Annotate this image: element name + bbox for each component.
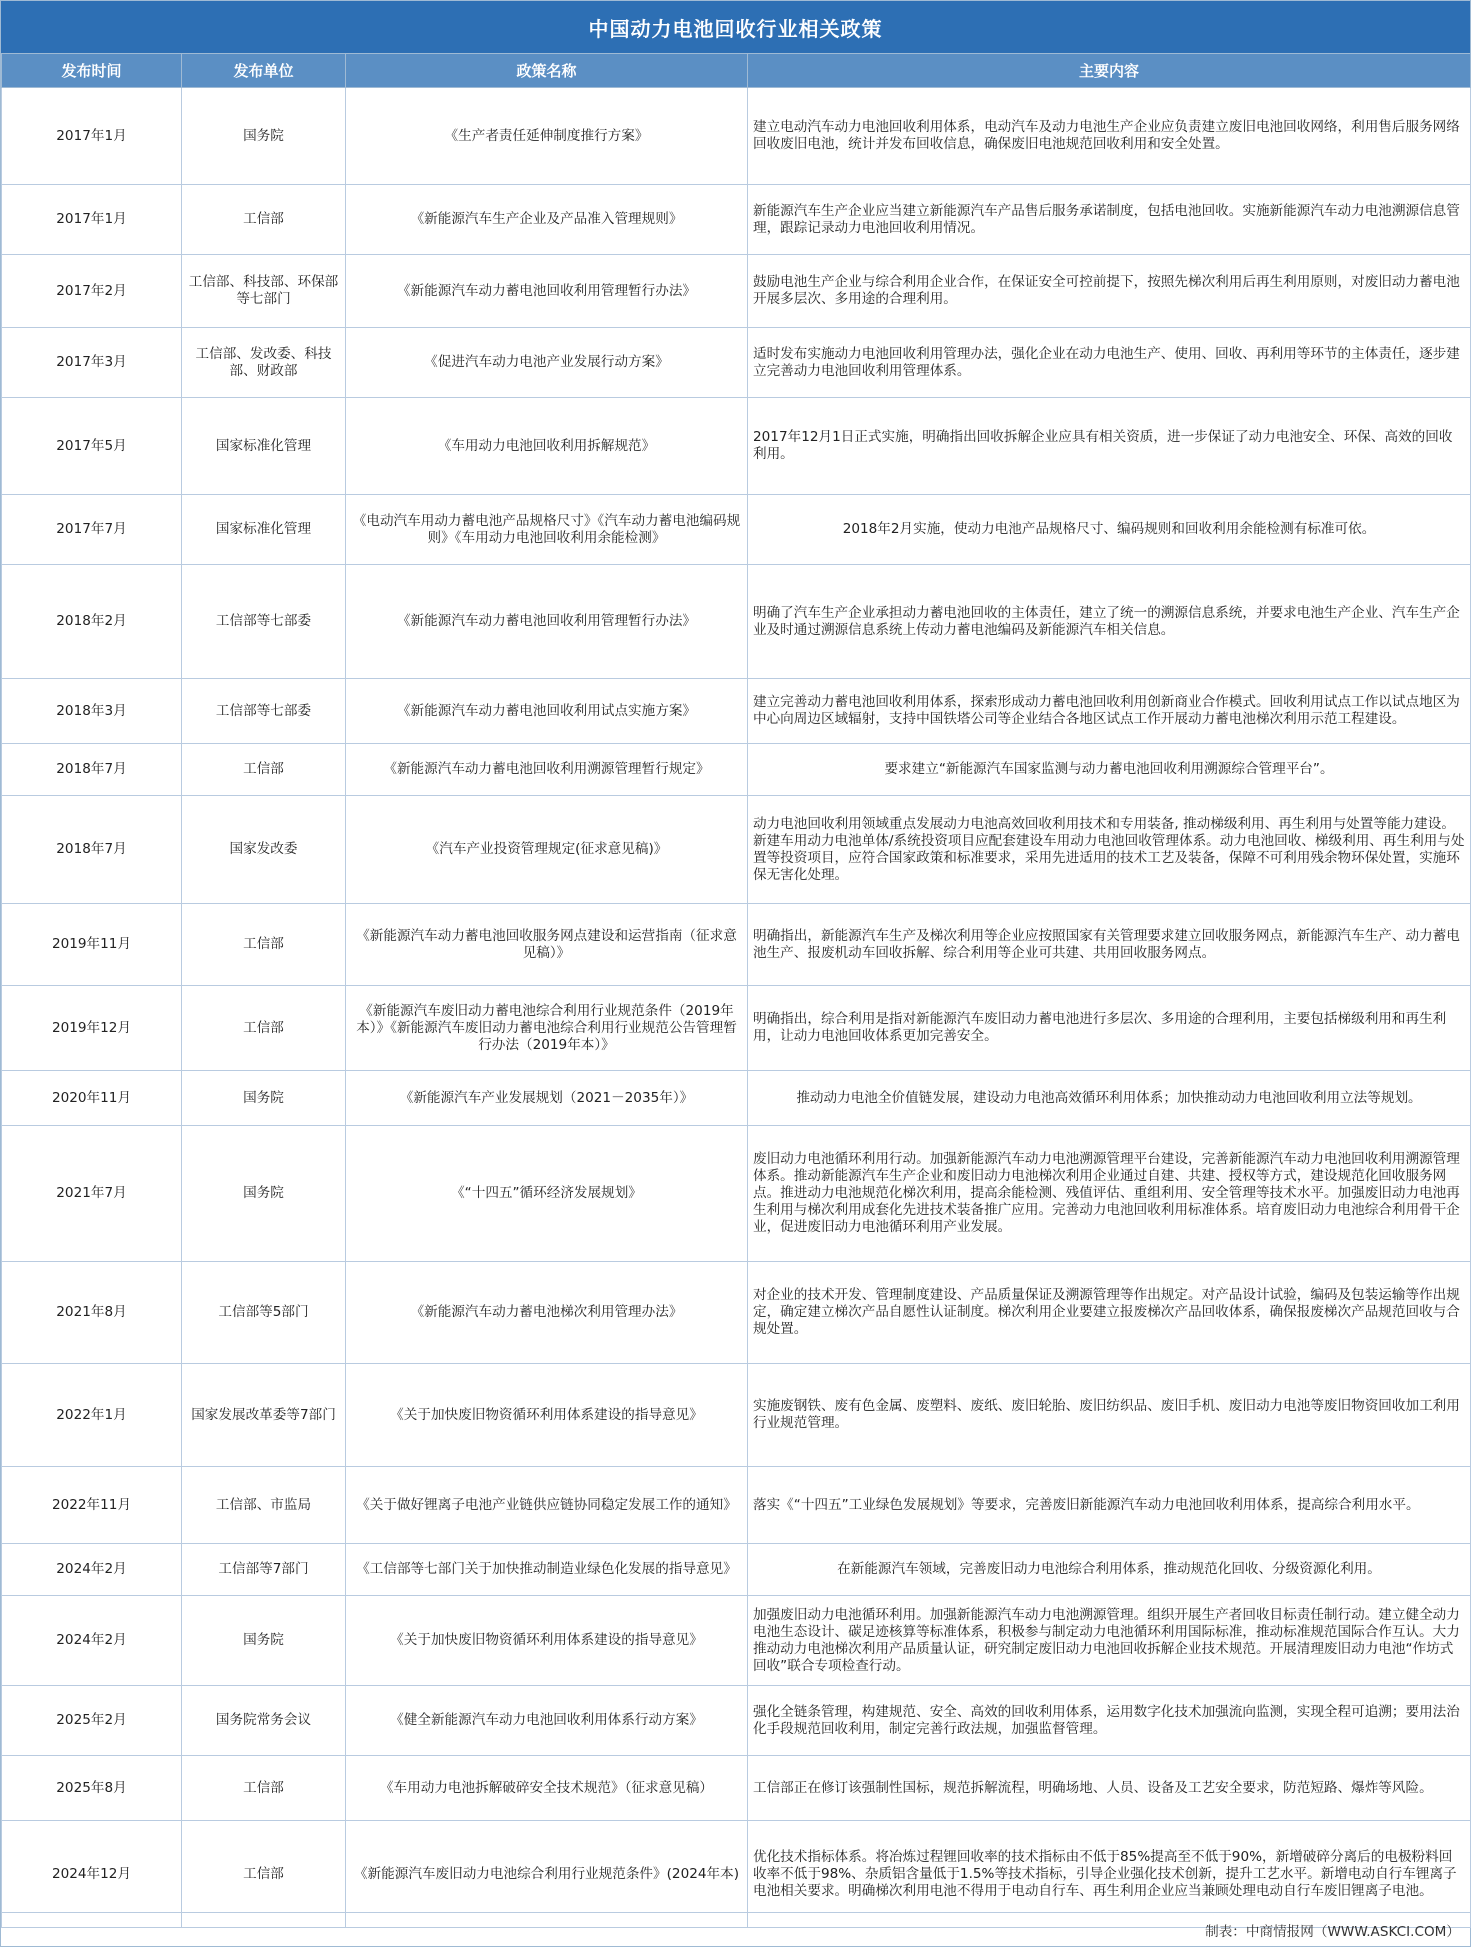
content-cell: 鼓励电池生产企业与综合利用企业合作，在保证安全可控前提下，按照先梯次利用后再生利用原则，对废旧动力蓄电池开展多层次、多用途的合理利用。 xyxy=(748,255,1471,328)
date-cell: 2021年7月 xyxy=(2,1126,182,1262)
policy-name-cell: 《新能源汽车动力蓄电池回收服务网点建设和运营指南（征求意见稿）》 xyxy=(346,904,748,986)
policy-name-cell: 《工信部等七部门关于加快推动制造业绿色化发展的指导意见》 xyxy=(346,1544,748,1596)
content-cell: 要求建立“新能源汽车国家监测与动力蓄电池回收利用溯源综合管理平台”。 xyxy=(748,744,1471,796)
date-cell: 2024年12月 xyxy=(2,1821,182,1928)
content-cell: 优化技术指标体系。将冶炼过程锂回收率的技术指标由不低于85%提高至不低于90%，新增破碎分离后的电极粉料回收率不低于98%、杂质铝含量低于1.5%等技术指标，引导企业强化技术创新，提升工艺水平。新增电动自行车锂离子电池相关要求。明确梯次利用电池不得用于电动自行车、再生利用企业应当兼顾处理电动自行车废旧锂离子电池。 xyxy=(748,1821,1471,1928)
content-cell: 建立电动汽车动力电池回收利用体系，电动汽车及动力电池生产企业应负责建立废旧电池回收网络，利用售后服务网络回收废旧电池，统计并发布回收信息，确保废旧电池规范回收利用和安全处置。 xyxy=(748,88,1471,185)
policy-name-cell: 《生产者责任延伸制度推行方案》 xyxy=(346,88,748,185)
issuer-cell: 国务院 xyxy=(182,1071,346,1126)
policy-name-cell: 《健全新能源汽车动力电池回收利用体系行动方案》 xyxy=(346,1686,748,1756)
content-cell: 新能源汽车生产企业应当建立新能源汽车产品售后服务承诺制度，包括电池回收。实施新能源汽车动力电池溯源信息管理，跟踪记录动力电池回收利用情况。 xyxy=(748,185,1471,255)
policy-name-cell: 《新能源汽车生产企业及产品准入管理规则》 xyxy=(346,185,748,255)
issuer-cell: 国务院 xyxy=(182,1126,346,1262)
table-row xyxy=(2,1544,1471,1596)
policy-name-cell: 《关于加快废旧物资循环利用体系建设的指导意见》 xyxy=(346,1596,748,1686)
issuer-cell: 工信部等七部委 xyxy=(182,565,346,679)
policy-name-cell: 《电动汽车用动力蓄电池产品规格尺寸》《汽车动力蓄电池编码规则》《车用动力电池回收利用余能检测》 xyxy=(346,495,748,565)
issuer-cell: 工信部等七部委 xyxy=(182,679,346,744)
content-cell: 废旧动力电池循环利用行动。加强新能源汽车动力电池溯源管理平台建设，完善新能源汽车动力电池回收利用溯源管理体系。推动新能源汽车生产企业和废旧动力电池梯次利用企业通过自建、共建、授权等方式，建设规范化回收服务网点。推进动力电池规范化梯次利用，提高余能检测、残值评估、重组利用、安全管理等技术水平。加强废旧动力电池再生利用与梯次利用成套化先进技术装备推广应用。完善动力电池回收利用标准体系。培育废旧动力电池综合利用骨干企业，促进废旧动力电池循环利用产业发展。 xyxy=(748,1126,1471,1262)
policy-table xyxy=(1,53,1471,1928)
date-cell: 2017年5月 xyxy=(2,398,182,495)
date-cell: 2024年2月 xyxy=(2,1544,182,1596)
date-cell: 2018年7月 xyxy=(2,744,182,796)
date-cell: 2017年3月 xyxy=(2,328,182,398)
content-cell: 强化全链条管理，构建规范、安全、高效的回收利用体系，运用数字化技术加强流向监测，实现全程可追溯；要用法治化手段规范回收利用，制定完善行政法规，加强监督管理。 xyxy=(748,1686,1471,1756)
table-row xyxy=(2,1756,1471,1821)
issuer-cell: 国家发展改革委等7部门 xyxy=(182,1364,346,1467)
issuer-cell: 工信部 xyxy=(182,1821,346,1928)
content-cell: 2017年12月1日正式实施，明确指出回收拆解企业应具有相关资质，进一步保证了动力电池安全、环保、高效的回收利用。 xyxy=(748,398,1471,495)
table-row xyxy=(2,1364,1471,1467)
table-row xyxy=(2,398,1471,495)
table-row xyxy=(2,185,1471,255)
content-cell: 工信部正在修订该强制性国标，规范拆解流程，明确场地、人员、设备及工艺安全要求，防范短路、爆炸等风险。 xyxy=(748,1756,1471,1821)
header-date: 发布时间 xyxy=(2,54,182,88)
date-cell: 2025年2月 xyxy=(2,1686,182,1756)
table-row xyxy=(2,744,1471,796)
content-cell: 加强废旧动力电池循环利用。加强新能源汽车动力电池溯源管理。组织开展生产者回收目标责任制行动。建立健全动力电池生态设计、碳足迹核算等标准体系，积极参与制定动力电池循环利用国际标准，推动标准规范国际合作互认。大力推动动力电池梯次利用产品质量认证，研究制定废旧动力电池回收拆解企业技术规范。开展清理废旧动力电池“作坊式回收”联合专项检查行动。 xyxy=(748,1596,1471,1686)
date-cell: 2025年8月 xyxy=(2,1756,182,1821)
issuer-cell: 工信部等5部门 xyxy=(182,1262,346,1364)
issuer-cell: 工信部、科技部、环保部等七部门 xyxy=(182,255,346,328)
table-row xyxy=(2,679,1471,744)
header-content: 主要内容 xyxy=(748,54,1471,88)
issuer-cell: 工信部等7部门 xyxy=(182,1544,346,1596)
policy-name-cell: 《新能源汽车动力蓄电池回收利用溯源管理暂行规定》 xyxy=(346,744,748,796)
table-row xyxy=(2,1467,1471,1544)
date-cell: 2018年3月 xyxy=(2,679,182,744)
policy-name-cell: 《新能源汽车动力蓄电池回收利用管理暂行办法》 xyxy=(346,565,748,679)
date-cell: 2022年11月 xyxy=(2,1467,182,1544)
content-cell: 明确指出，综合利用是指对新能源汽车废旧动力蓄电池进行多层次、多用途的合理利用，主要包括梯级利用和再生利用，让动力电池回收体系更加完善安全。 xyxy=(748,986,1471,1071)
issuer-cell: 工信部 xyxy=(182,986,346,1071)
header-policy-name: 政策名称 xyxy=(346,54,748,88)
table-row xyxy=(2,1071,1471,1126)
date-cell: 2024年2月 xyxy=(2,1596,182,1686)
date-cell: 2019年12月 xyxy=(2,986,182,1071)
table-row xyxy=(2,495,1471,565)
policy-name-cell: 《新能源汽车废旧动力电池综合利用行业规范条件》(2024年本) xyxy=(346,1821,748,1928)
page-title: 中国动力电池回收行业相关政策 xyxy=(1,1,1470,53)
content-cell: 2018年2月实施，使动力电池产品规格尺寸、编码规则和回收利用余能检测有标准可依。 xyxy=(748,495,1471,565)
content-cell: 动力电池回收利用领域重点发展动力电池高效回收利用技术和专用装备, 推动梯级利用、再生利用与处置等能力建设。新建车用动力电池单体/系统投资项目应配套建设车用动力电池回收管理体系。动力电池回收、梯级利用、再生利用与处置等投资项目，应符合国家政策和标准要求，采用先进适用的技术工艺及装备，保障不可利用残余物环保处置，实施环保无害化处理。 xyxy=(748,796,1471,904)
issuer-cell: 国务院 xyxy=(182,1596,346,1686)
issuer-cell: 国家发改委 xyxy=(182,796,346,904)
date-cell: 2018年7月 xyxy=(2,796,182,904)
issuer-cell: 国务院常务会议 xyxy=(182,1686,346,1756)
policy-name-cell: 《“十四五”循环经济发展规划》 xyxy=(346,1126,748,1262)
content-cell: 建立完善动力蓄电池回收利用体系，探索形成动力蓄电池回收利用创新商业合作模式。回收利用试点工作以试点地区为中心向周边区域辐射，支持中国铁塔公司等企业结合各地区试点工作开展动力蓄电池梯次利用示范工程建设。 xyxy=(748,679,1471,744)
table-row xyxy=(2,796,1471,904)
content-cell: 在新能源汽车领域，完善废旧动力电池综合利用体系，推动规范化回收、分级资源化利用。 xyxy=(748,1544,1471,1596)
header-issuer: 发布单位 xyxy=(182,54,346,88)
table-row xyxy=(2,904,1471,986)
issuer-cell: 工信部 xyxy=(182,1756,346,1821)
issuer-cell: 国家标准化管理 xyxy=(182,495,346,565)
content-cell: 适时发布实施动力电池回收利用管理办法，强化企业在动力电池生产、使用、回收、再利用等环节的主体责任，逐步建立完善动力电池回收利用管理体系。 xyxy=(748,328,1471,398)
table-row xyxy=(2,88,1471,185)
issuer-cell: 工信部、发改委、科技部、财政部 xyxy=(182,328,346,398)
policy-name-cell: 《关于做好锂离子电池产业链供应链协同稳定发展工作的通知》 xyxy=(346,1467,748,1544)
table-body xyxy=(2,88,1471,1928)
content-cell: 对企业的技术开发、管理制度建设、产品质量保证及溯源管理等作出规定。对产品设计试验，编码及包装运输等作出规定，确定建立梯次产品自愿性认证制度。梯次利用企业要建立报废梯次产品回收体系，确保报废梯次产品规范回收与合规处置。 xyxy=(748,1262,1471,1364)
table-row xyxy=(2,1262,1471,1364)
table-row xyxy=(2,565,1471,679)
policy-name-cell: 《新能源汽车动力蓄电池回收利用管理暂行办法》 xyxy=(346,255,748,328)
issuer-cell: 工信部 xyxy=(182,185,346,255)
date-cell: 2017年1月 xyxy=(2,185,182,255)
policy-name-cell: 《新能源汽车废旧动力蓄电池综合利用行业规范条件（2019年本）》《新能源汽车废旧动力蓄电池综合利用行业规范公告管理暂行办法（2019年本）》 xyxy=(346,986,748,1071)
table-row xyxy=(2,1596,1471,1686)
policy-name-cell: 《关于加快废旧物资循环利用体系建设的指导意见》 xyxy=(346,1364,748,1467)
issuer-cell: 工信部 xyxy=(182,744,346,796)
date-cell: 2022年1月 xyxy=(2,1364,182,1467)
source-footer: 制表：中商情报网（WWW.ASKCI.COM） xyxy=(1,1912,1470,1946)
table-row xyxy=(2,1126,1471,1262)
date-cell: 2021年8月 xyxy=(2,1262,182,1364)
table-row xyxy=(2,255,1471,328)
policy-name-cell: 《促进汽车动力电池产业发展行动方案》 xyxy=(346,328,748,398)
table-row xyxy=(2,328,1471,398)
content-cell: 推动动力电池全价值链发展，建设动力电池高效循环利用体系；加快推动动力电池回收利用立法等规划。 xyxy=(748,1071,1471,1126)
date-cell: 2018年2月 xyxy=(2,565,182,679)
content-cell: 明确了汽车生产企业承担动力蓄电池回收的主体责任，建立了统一的溯源信息系统，并要求电池生产企业、汽车生产企业及时通过溯源信息系统上传动力蓄电池编码及新能源汽车相关信息。 xyxy=(748,565,1471,679)
issuer-cell: 国务院 xyxy=(182,88,346,185)
date-cell: 2017年2月 xyxy=(2,255,182,328)
date-cell: 2020年11月 xyxy=(2,1071,182,1126)
issuer-cell: 国家标准化管理 xyxy=(182,398,346,495)
policy-name-cell: 《车用动力电池回收利用拆解规范》 xyxy=(346,398,748,495)
content-cell: 实施废钢铁、废有色金属、废塑料、废纸、废旧轮胎、废旧纺织品、废旧手机、废旧动力电池等废旧物资回收加工利用行业规范管理。 xyxy=(748,1364,1471,1467)
header-row xyxy=(2,54,1471,88)
issuer-cell: 工信部 xyxy=(182,904,346,986)
policy-name-cell: 《新能源汽车产业发展规划（2021－2035年）》 xyxy=(346,1071,748,1126)
table-row xyxy=(2,1686,1471,1756)
content-cell: 落实《“十四五”工业绿色发展规划》等要求，完善废旧新能源汽车动力电池回收利用体系，提高综合利用水平。 xyxy=(748,1467,1471,1544)
date-cell: 2017年1月 xyxy=(2,88,182,185)
policy-name-cell: 《新能源汽车动力蓄电池梯次利用管理办法》 xyxy=(346,1262,748,1364)
policy-name-cell: 《汽车产业投资管理规定(征求意见稿)》 xyxy=(346,796,748,904)
issuer-cell: 工信部、市监局 xyxy=(182,1467,346,1544)
date-cell: 2019年11月 xyxy=(2,904,182,986)
table-row xyxy=(2,986,1471,1071)
policy-name-cell: 《新能源汽车动力蓄电池回收利用试点实施方案》 xyxy=(346,679,748,744)
date-cell: 2017年7月 xyxy=(2,495,182,565)
content-cell: 明确指出，新能源汽车生产及梯次利用等企业应按照国家有关管理要求建立回收服务网点，新能源汽车生产、动力蓄电池生产、报废机动车回收拆解、综合利用等企业可共建、共用回收服务网点。 xyxy=(748,904,1471,986)
policy-name-cell: 《车用动力电池拆解破碎安全技术规范》（征求意见稿） xyxy=(346,1756,748,1821)
